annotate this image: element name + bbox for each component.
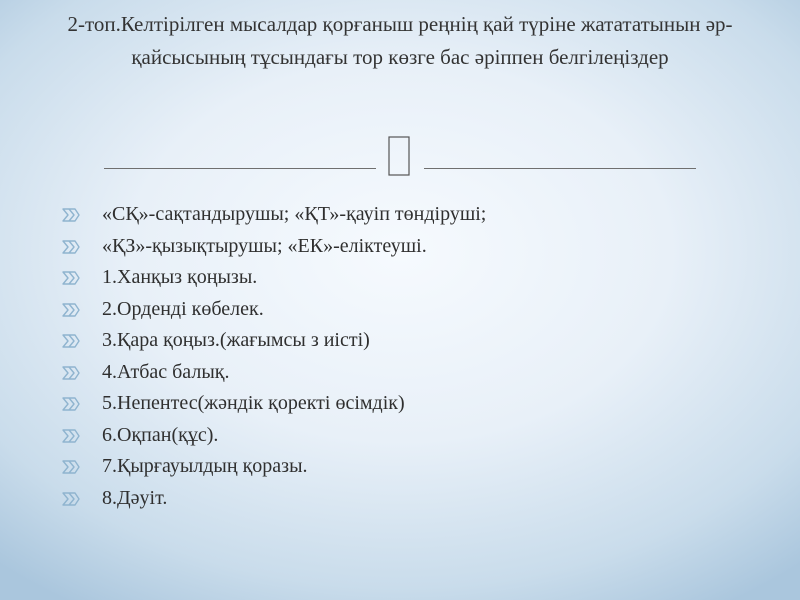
list-item-text: «СҚ»-сақтандырушы; «ҚТ»-қауіп төндіруші; — [102, 203, 487, 225]
list-item-text: 1.Ханқыз қоңызы. — [102, 266, 258, 288]
placeholder-box-icon — [379, 134, 419, 178]
arrow-tail-bullet-icon — [62, 207, 80, 223]
list-item-text: 8.Дәуіт. — [102, 486, 168, 509]
list-item-text: «ҚЗ»-қызықтырушы; «ЕК»-еліктеуші. — [102, 234, 427, 257]
list-item — [62, 294, 762, 326]
list-item — [62, 388, 762, 420]
list-item — [62, 325, 762, 357]
list-item — [62, 483, 762, 515]
divider-line-left — [104, 168, 376, 169]
list-item-text: 4.Атбас балық. — [102, 360, 230, 383]
arrow-tail-bullet-icon — [62, 333, 80, 349]
list-item — [62, 357, 762, 389]
list-item — [62, 420, 762, 452]
arrow-tail-bullet-icon — [62, 239, 80, 255]
list-item-text: 2.Орденді көбелек. — [102, 297, 264, 320]
list-item — [62, 262, 762, 294]
arrow-tail-bullet-icon — [62, 428, 80, 444]
arrow-tail-bullet-icon — [62, 396, 80, 412]
arrow-tail-bullet-icon — [62, 459, 80, 475]
list-item — [62, 231, 762, 263]
bullet-list — [62, 199, 762, 514]
divider-line-right — [424, 168, 696, 169]
list-item-text: 3.Қара қоңыз.(жағымсы з иісті) — [102, 329, 370, 351]
arrow-tail-bullet-icon — [62, 491, 80, 507]
list-item — [62, 451, 762, 483]
list-item-text: 6.Оқпан(құс). — [102, 423, 219, 446]
list-item-text: 7.Қырғауылдың қоразы. — [102, 455, 308, 477]
slide-title: 2-топ.Келтірілген мысалдар қорғаныш реңнің қай түріне жатататынын әр- қайсысының тұсындағы тор көзге бас әріппен белгілеңіздер — [67, 12, 733, 69]
arrow-tail-bullet-icon — [62, 270, 80, 286]
arrow-tail-bullet-icon — [62, 302, 80, 318]
arrow-tail-bullet-icon — [62, 365, 80, 381]
list-item — [62, 199, 762, 231]
list-item-text: 5.Непентес(жәндік қоректі өсімдік) — [102, 392, 405, 414]
